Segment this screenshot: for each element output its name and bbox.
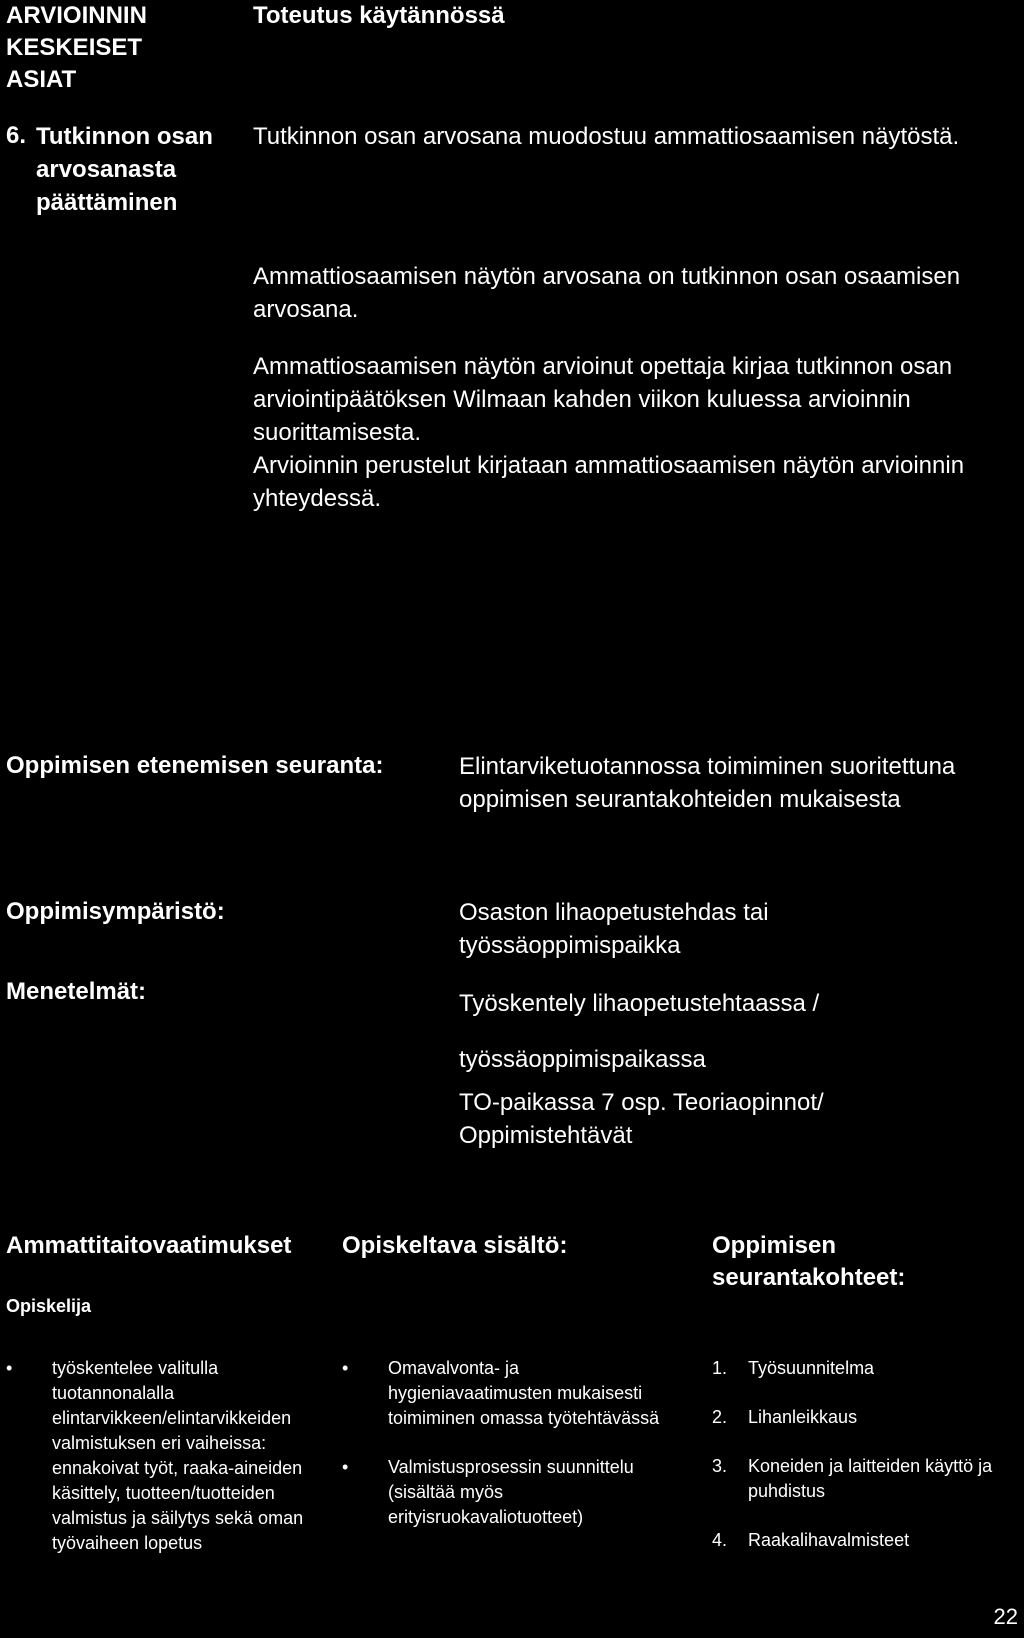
section-paragraph-3: Ammattiosaamisen näytön arvioinut opettaja kirjaa tutkinnon osan arviointipäätöksen Wilmaan kahden viikon kuluessa arvioinnin suorittamisesta. <box>253 353 953 446</box>
col2-list <box>336 1356 676 1530</box>
col1-subtitle: Opiskelija <box>6 1296 92 1316</box>
list-number: 1. <box>712 1358 728 1378</box>
list-item-text: Omavalvonta- ja hygieniavaatimusten mukaisesti toimiminen omassa työtehtävässä <box>388 1358 660 1428</box>
col1-title: Ammattitaitovaatimukset <box>6 1232 292 1259</box>
list-item <box>712 1454 1012 1504</box>
list-item-text: Lihanleikkaus <box>748 1407 858 1427</box>
list-number: 4. <box>712 1530 728 1550</box>
left-column-header: ARVIOINNIN KESKEISET ASIAT <box>6 2 147 93</box>
seuranta-value: Elintarviketuotannossa toimiminen suoritettuna oppimisen seurantakohteiden mukaisesta <box>459 753 956 813</box>
bullet-icon: • <box>6 1358 13 1378</box>
ymparisto-label: Oppimisympäristö: <box>6 898 225 925</box>
list-item <box>712 1528 1012 1553</box>
list-number: 3. <box>712 1456 728 1476</box>
page-number: 22 <box>993 1604 1018 1629</box>
list-item <box>712 1405 1012 1430</box>
list-item <box>712 1356 1012 1381</box>
section-title: Tutkinnon osan arvosanasta päättäminen <box>36 123 213 216</box>
seuranta-label: Oppimisen etenemisen seuranta: <box>6 752 384 779</box>
col3-title: Oppimisen seurantakohteet: <box>712 1232 906 1291</box>
col3-list <box>712 1356 1012 1577</box>
section-number: 6. <box>6 122 27 149</box>
list-item-text: Valmistusprosessin suunnittelu (sisältää myös erityisruokavaliotuotteet) <box>388 1457 634 1527</box>
section-paragraph-2: Ammattiosaamisen näytön arvosana on tutkinnon osan osaamisen arvosana. <box>253 263 961 323</box>
col2-title: Opiskeltava sisältö: <box>342 1232 568 1259</box>
list-number: 2. <box>712 1407 728 1427</box>
menetelmat-value-2: TO-paikassa 7 osp. Teoriaopinnot/ Oppimistehtävät <box>459 1089 824 1149</box>
list-item-text: Raakalihavalmisteet <box>748 1530 910 1550</box>
ymparisto-value: Osaston lihaopetustehdas tai työssäoppimispaikka <box>459 899 769 959</box>
list-item <box>336 1356 676 1431</box>
bullet-icon: • <box>342 1358 349 1378</box>
list-item <box>0 1356 312 1556</box>
menetelmat-label: Menetelmät: <box>6 978 147 1005</box>
list-item <box>336 1455 676 1530</box>
section-paragraph-4: Arvioinnin perustelut kirjataan ammattiosaamisen näytön arvioinnin yhteydessä. <box>253 452 965 512</box>
list-item-text: Työsuunnitelma <box>748 1358 875 1378</box>
menetelmat-value-1: Työskentely lihaopetustehtaassa / työssäoppimispaikassa <box>459 990 820 1073</box>
section-paragraph-1: Tutkinnon osan arvosana muodostuu ammattiosaamisen näytöstä. <box>253 123 960 150</box>
right-column-header: Toteutus käytännössä <box>253 2 505 29</box>
list-item-text: työskentelee valitulla tuotannonalalla elintarvikkeen/elintarvikkeiden valmistuksen eri vaiheissa: ennakoivat työt, raaka-aineiden käsittely, tuotteen/tuotteiden valmistus ja säilytys sekä oman työvaiheen lopetus <box>52 1358 304 1553</box>
col1-list <box>0 1356 312 1556</box>
list-item-text: Koneiden ja laitteiden käyttö ja puhdistus <box>748 1456 993 1501</box>
bullet-icon: • <box>342 1457 349 1477</box>
